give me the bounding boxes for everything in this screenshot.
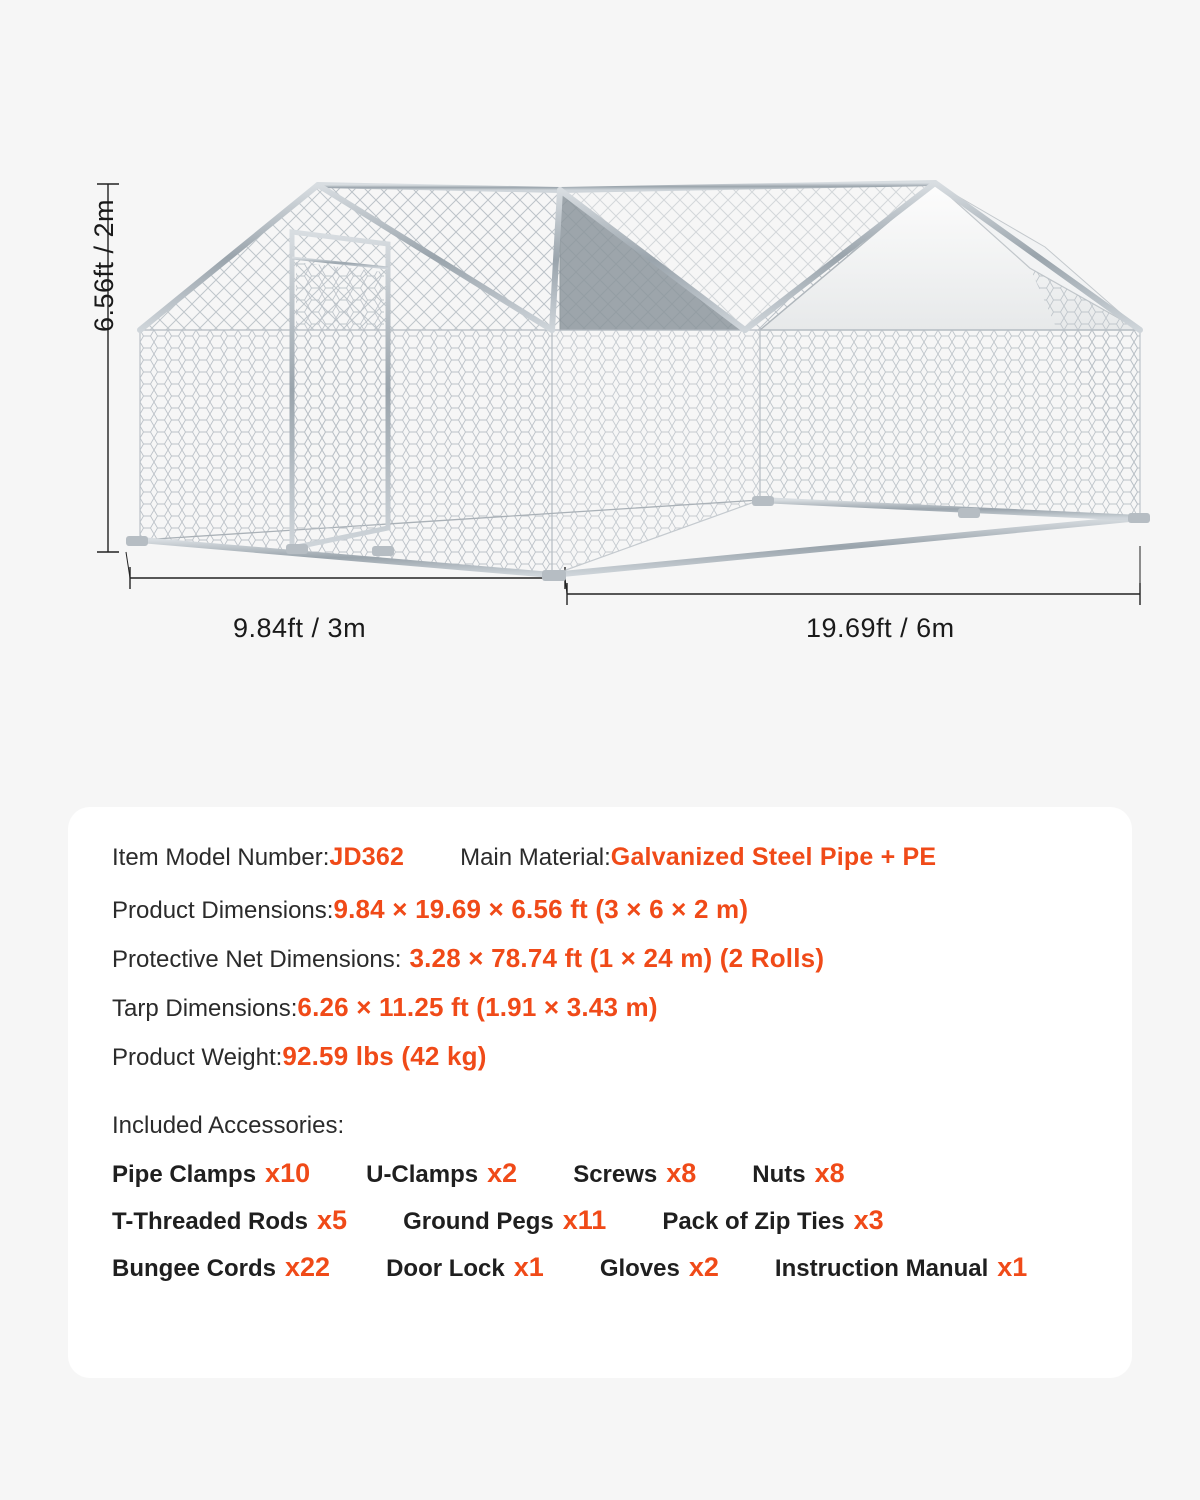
net-value: 3.28 × 78.74 ft (1 × 24 m) (2 Rolls) [409, 943, 825, 973]
accessory-door-lock [386, 1252, 544, 1283]
accessory-ground-pegs [403, 1205, 606, 1236]
tarp-value: 6.26 × 11.25 ft (1.91 × 3.43 m) [297, 992, 658, 1022]
accessory-name: Pipe Clamps [112, 1161, 257, 1188]
accessories-row [112, 1252, 1088, 1283]
accessory-name: U-Clamps [366, 1161, 479, 1188]
spec-row-weight [112, 1041, 1088, 1072]
tarp-label: Tarp Dimensions: [112, 995, 298, 1022]
accessories-title: Included Accessories: [112, 1112, 345, 1139]
accessory-qty: x2 [688, 1252, 719, 1282]
spec-row-net [112, 943, 1088, 974]
spec-row-model [112, 843, 1088, 872]
coop-body [126, 183, 1150, 581]
accessories-row [112, 1158, 1088, 1189]
length-dimension-label: 19.69ft / 6m [806, 613, 955, 643]
accessory-u-clamps [366, 1158, 517, 1189]
accessory-qty: x22 [285, 1252, 331, 1282]
accessory-gloves [600, 1252, 719, 1283]
spec-row-dimensions [112, 894, 1088, 925]
material-value: Galvanized Steel Pipe + PE [610, 843, 937, 871]
accessory-qty: x1 [513, 1252, 544, 1282]
accessory-qty: x10 [265, 1158, 311, 1188]
accessory-qty: x8 [814, 1158, 845, 1188]
accessory-name: Nuts [752, 1161, 806, 1188]
accessory-name: Door Lock [386, 1255, 505, 1282]
accessory-qty: x5 [317, 1205, 348, 1235]
weight-label: Product Weight: [112, 1044, 283, 1071]
accessory-instruction-manual [775, 1252, 1027, 1283]
accessory-name: Screws [573, 1161, 658, 1188]
accessory-zip-ties [662, 1205, 883, 1236]
width-dimension-label: 9.84ft / 3m [233, 613, 367, 643]
accessories-row [112, 1205, 1088, 1236]
dimensions-label: Product Dimensions: [112, 897, 334, 924]
accessory-qty: x1 [997, 1252, 1028, 1282]
net-label: Protective Net Dimensions: [112, 946, 402, 973]
accessory-qty: x2 [487, 1158, 518, 1188]
model-value: JD362 [329, 843, 405, 871]
height-dimension-label: 6.56ft / 2m [89, 198, 120, 333]
accessory-name: T-Threaded Rods [112, 1208, 309, 1235]
accessory-pipe-clamps [112, 1158, 310, 1189]
accessory-name: Pack of Zip Ties [662, 1208, 845, 1235]
spec-row-tarp [112, 992, 1088, 1023]
dimensions-value: 9.84 × 19.69 × 6.56 ft (3 × 6 × 2 m) [333, 894, 749, 924]
material-label: Main Material: [460, 844, 611, 871]
accessory-t-threaded-rods [112, 1205, 347, 1236]
accessory-qty: x11 [562, 1205, 607, 1235]
accessory-name: Bungee Cords [112, 1255, 277, 1282]
model-label: Item Model Number: [112, 844, 330, 871]
accessory-name: Ground Pegs [403, 1208, 554, 1235]
specifications-card [68, 807, 1132, 1378]
accessory-screws [573, 1158, 696, 1189]
accessory-name: Instruction Manual [774, 1255, 989, 1282]
accessory-bungee-cords [112, 1252, 330, 1283]
accessory-qty: x3 [853, 1205, 884, 1235]
weight-value: 92.59 lbs (42 kg) [282, 1041, 487, 1071]
accessory-qty: x8 [666, 1158, 697, 1188]
accessory-nuts [752, 1158, 844, 1189]
accessory-name: Gloves [599, 1255, 680, 1282]
